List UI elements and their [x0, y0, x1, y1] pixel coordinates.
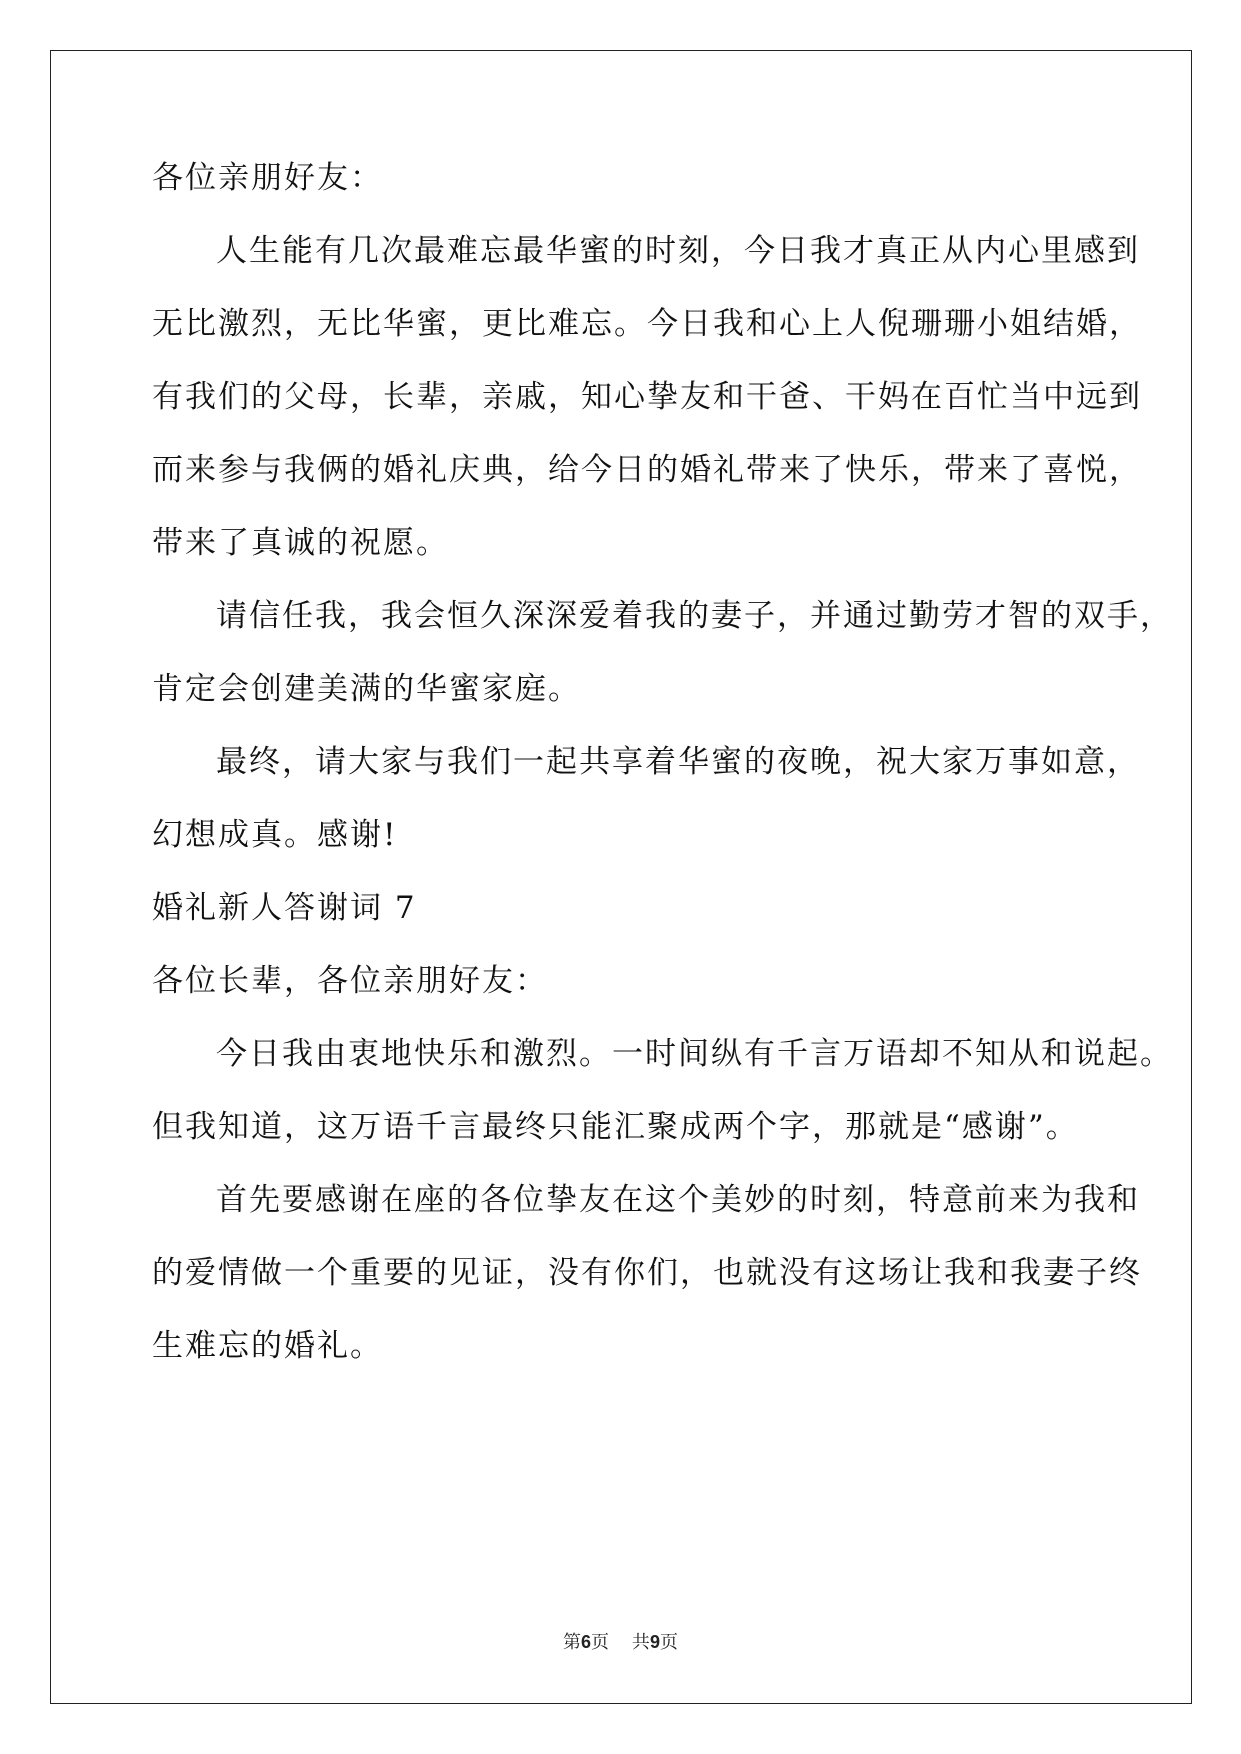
- paragraph-line: 的爱情做一个重要的见证，没有你们，也就没有这场让我和我妻子终: [152, 1255, 1142, 1291]
- paragraph-line: 但我知道，这万语千言最终只能汇聚成两个字，那就是“感谢”。: [152, 1109, 1079, 1145]
- page-suffix: 页: [659, 1632, 678, 1653]
- paragraph-line: 人生能有几次最难忘最华蜜的时刻，今日我才真正从内心里感到: [216, 233, 1140, 269]
- paragraph-line: 最终，请大家与我们一起共享着华蜜的夜晚，祝大家万事如意，: [216, 744, 1140, 780]
- page-current: 6: [581, 1632, 592, 1652]
- page-total: 9: [649, 1632, 660, 1652]
- salutation: 各位长辈，各位亲朋好友：: [152, 963, 548, 999]
- paragraph-line: 生难忘的婚礼。: [152, 1328, 383, 1364]
- page-border: [50, 50, 1192, 1704]
- page-footer: [0, 1630, 1241, 1655]
- paragraph-line: 带来了真诚的祝愿。: [152, 525, 449, 561]
- paragraph-line: 首先要感谢在座的各位挚友在这个美妙的时刻，特意前来为我和: [216, 1182, 1140, 1218]
- paragraph-line: 无比激烈，无比华蜜，更比难忘。今日我和心上人倪珊珊小姐结婚，: [152, 306, 1142, 342]
- paragraph-line: 肯定会创建美满的华蜜家庭。: [152, 671, 581, 707]
- page-prefix: 第: [563, 1632, 582, 1653]
- paragraph-line: 有我们的父母，长辈，亲戚，知心挚友和干爸、干妈在百忙当中远到: [152, 379, 1142, 415]
- paragraph-line: 幻想成真。感谢!: [152, 817, 398, 853]
- salutation: 各位亲朋好友：: [152, 160, 383, 196]
- page-mid: 页 共: [591, 1632, 650, 1653]
- paragraph-line: 而来参与我俩的婚礼庆典，给今日的婚礼带来了快乐，带来了喜悦，: [152, 452, 1142, 488]
- paragraph-line: 请信任我，我会恒久深深爱着我的妻子，并通过勤劳才智的双手，: [216, 598, 1173, 634]
- paragraph-line: 今日我由衷地快乐和激烈。一时间纵有千言万语却不知从和说起。: [216, 1036, 1173, 1072]
- section-heading: 婚礼新人答谢词 7: [152, 890, 417, 926]
